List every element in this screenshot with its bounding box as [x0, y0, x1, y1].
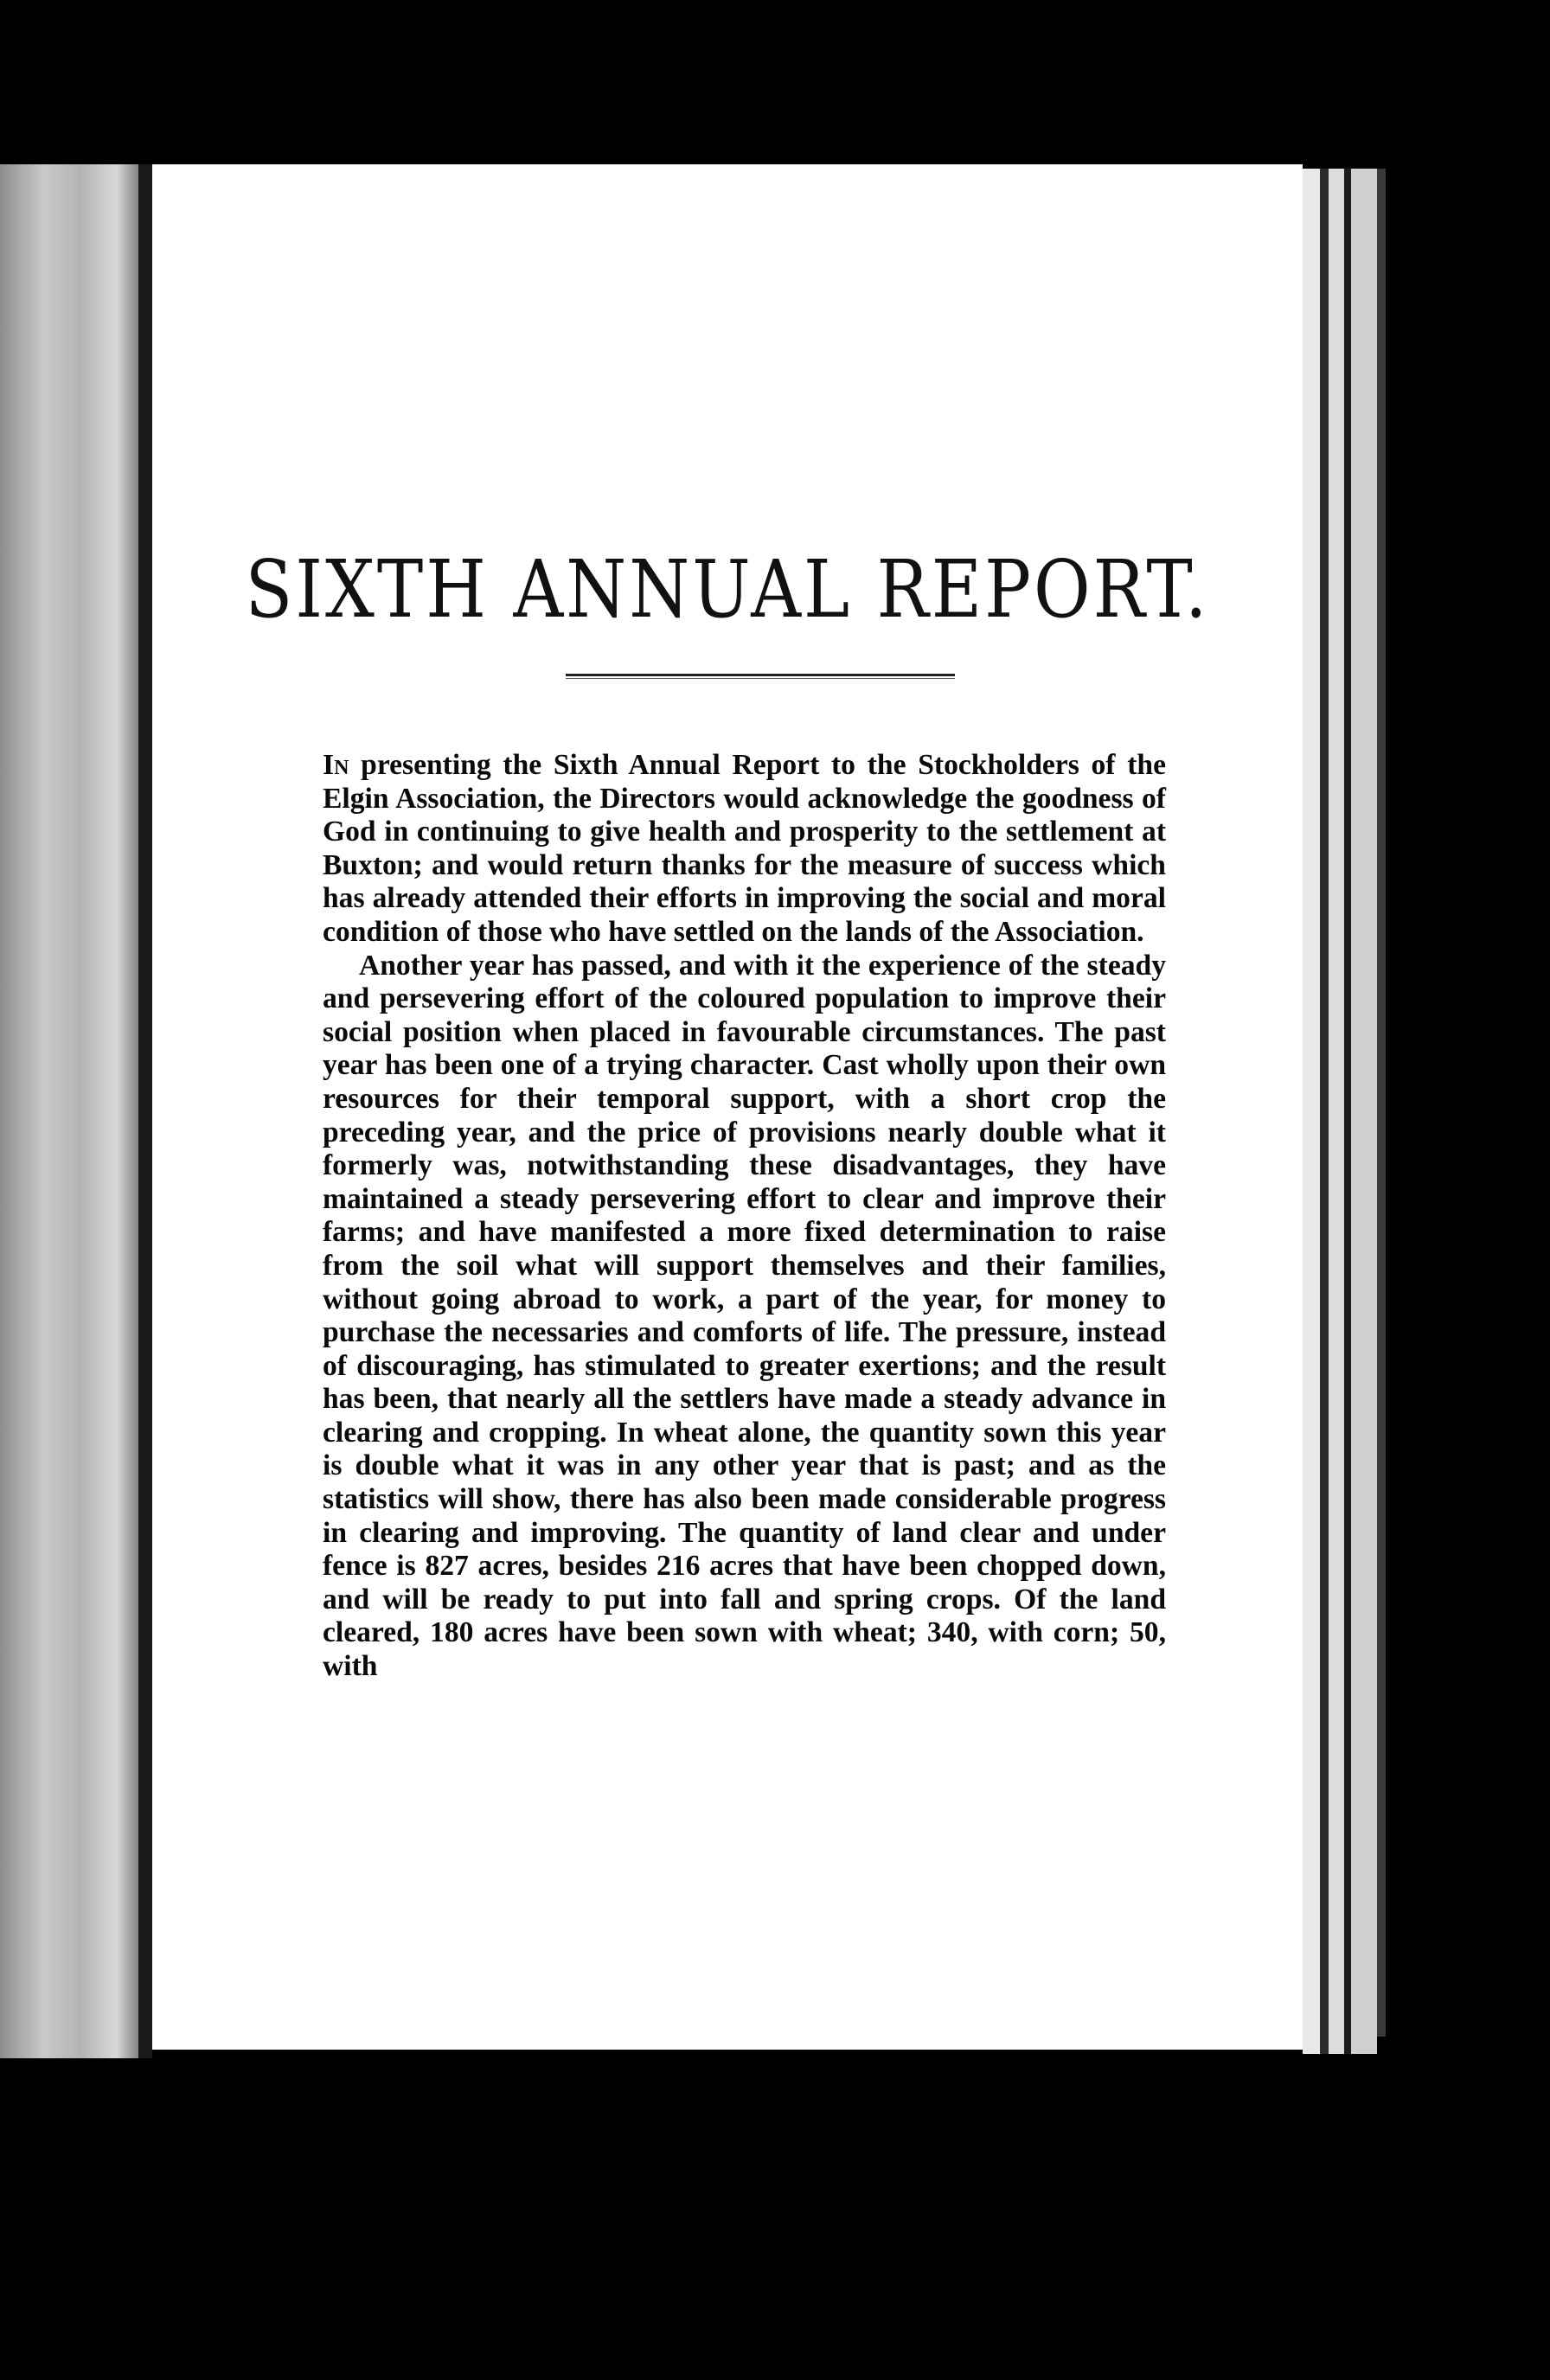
left-facing-page-edge	[0, 164, 145, 2058]
page-stack-edge	[1344, 169, 1351, 2054]
page-stack-edge	[1320, 169, 1329, 2054]
page-stack-edge	[1303, 169, 1320, 2054]
report-body	[323, 749, 1166, 1684]
book-gutter	[138, 164, 152, 2058]
page-stack-edge	[1377, 169, 1386, 2037]
paragraph-intro-text: presenting the Sixth Annual Report to the Stockholders of the Elgin Association, the Directors would acknowledge the goodness of God in continuing to give health and prosperity to the settlement at Buxton; and would return thanks for the measure of success which has already attended their efforts in improving the social and moral condition of those who have settled on the lands of the Association.	[323, 749, 1166, 948]
page-stack-edge	[1351, 169, 1377, 2054]
report-page	[152, 164, 1303, 2050]
page-title: SIXTH ANNUAL REPORT.	[245, 543, 1210, 636]
drop-lead-word: In	[323, 749, 349, 781]
title-divider-rule	[566, 674, 955, 679]
paragraph-progress: Another year has passed, and with it the experience of the steady and persevering effort of the coloured population to improve their social position when placed in favourable circumstances. The past year has been one of a trying character. Cast wholly upon their own resources for their temporal support, with a short crop the preceding year, and the price of provisions nearly double what it formerly was, notwithstanding these disadvantages, they have maintained a steady persevering effort to clear and improve their farms; and have manifested a more fixed determination to raise from the soil what will support themselves and their families, without going abroad to work, a part of the year, for money to purchase the necessaries and comforts of life. The pressure, instead of discouraging, has stimulated to greater exertions; and the result has been, that nearly all the settlers have made a steady advance in clearing and cropping. In wheat alone, the quantity sown this year is double what it was in any other year that is past; and as the statistics will show, there has also been made considerable progress in clearing and improving. The quantity of land clear and under fence is 827 acres, besides 216 acres that have been chopped down, and will be ready to put into fall and spring crops. Of the land cleared, 180 acres have been sown with wheat; 340, with corn; 50, with	[323, 949, 1166, 1683]
page-stack-edge	[1329, 169, 1344, 2054]
paragraph-intro	[323, 749, 1166, 950]
